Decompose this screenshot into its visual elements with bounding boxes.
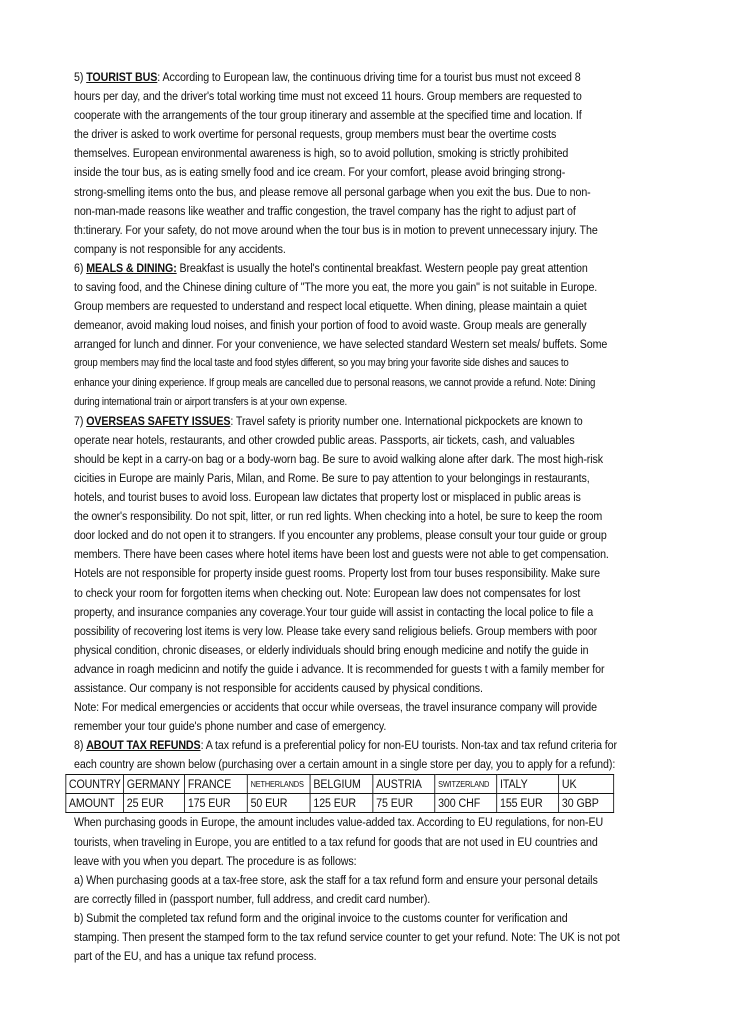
text-line: b) Submit the completed tax refund form and the original invoice to the customs counter for verification and [74,910,568,925]
text-line: are correctly filled in (passport number, full address, and credit card number). [74,891,431,906]
text-run: Breakfast is usually the hotel's continental breakfast. Western people pay great attention [176,260,588,275]
section-heading: OVERSEAS SAFETY ISSUES [86,413,231,428]
text-run: : Travel safety is priority number one. International pickpockets are known to [230,413,583,428]
text-line: operate near hotels, restaurants, and other crowded public areas. Passports, air tickets, cash, and valuables [74,432,575,447]
table-cell: 175 EUR [185,794,248,813]
table-cell: ITALY [497,775,559,794]
text-line: When purchasing goods in Europe, the amount includes value-added tax. According to EU regulations, for non-EU [74,815,604,830]
table-cell: 155 EUR [497,794,559,813]
text-line: company is not responsible for any accidents. [74,241,286,256]
table-row [66,794,614,813]
section-heading: TOURIST BUS [86,70,158,84]
text-line: Hotels are not responsible for property inside guest rooms. Property lost from tour buses responsibility. Make sure [74,566,600,581]
table-cell: UK [559,775,614,794]
table-cell: SWITZERLAND [435,775,497,794]
table-cell: FRANCE [185,775,248,794]
text-line: demeanor, avoid making loud noises, and finish your portion of food to avoid waste. Group meals are generally [74,318,587,333]
text-line [74,259,674,278]
table-cell: BELGIUM [310,775,373,794]
text-line: advance in roagh medicinn and notify the guide i advance. It is recommended for guests t with a family member for [74,661,605,676]
text-line: assistance. Our company is not responsible for accidents caused by physical conditions. [74,681,483,695]
table-cell: NETHERLANDS [248,775,311,794]
text-run: : According to European law, the continuous driving time for a tourist bus must not exceed 8 [157,70,581,84]
table-cell: AMOUNT [66,794,124,813]
text-line: themselves. European environmental awareness is high, so to avoid pollution, smoking is strictly prohibited [74,146,569,161]
table-cell: 300 CHF [435,794,497,813]
text-line: non-man-made reasons like weather and traffic congestion, the travel company has the right to adjust part of [74,203,576,218]
text-line: inside the tour bus, as is eating smelly food and ice cream. For your comfort, please avoid bringing strong- [74,165,566,180]
text-line: enhance your dining experience. If group meals are cancelled due to personal reasons, we cannot provide a refund. Note: Dining [74,376,596,389]
text-line: door locked and do not open it to strangers. If you encounter any problems, please consult your tour guide or group [74,528,607,543]
text-line: Group members are requested to understand and respect local etiquette. When dining, please maintain a quiet [74,299,587,314]
text-line [74,736,674,755]
section-tourist-bus [74,68,674,259]
section-number: 7) [74,413,87,428]
table-cell: 30 GBP [559,794,614,813]
text-line: the driver is asked to work overtime for personal requests, group members must bear the overtime costs [74,127,557,142]
text-line: should be kept in a carry-on bag or a body-worn bag. Be sure to avoid walking alone after dark. The most high-risk [74,451,604,466]
text-line: strong-smelling items onto the bus, and please remove all personal garbage when you exit the bus. Due to non- [74,184,591,199]
section-heading: ABOUT TAX REFUNDS [86,738,201,753]
table-cell: 50 EUR [248,794,311,813]
text-line: to check your room for forgotten items when checking out. Note: European law does not compensates for lost [74,585,581,600]
text-line: hours per day, and the driver's total working time must not exceed 11 hours. Group members are requested to [74,89,582,104]
text-line: a) When purchasing goods at a tax-free store, ask the staff for a tax refund form and ensure your personal details [74,872,598,887]
table-cell: GERMANY [124,775,185,794]
text-line: during international train or airport transfers is at your own expense. [74,395,347,408]
table-cell: 75 EUR [373,794,435,813]
section-heading: MEALS & DINING: [86,260,177,275]
table-row [66,775,614,794]
text-line: remember your tour guide's phone number and case of emergency. [74,719,387,734]
text-line: cicities in Europe are mainly Paris, Milan, and Rome. Be sure to pay attention to your belongings in restaurants, [74,470,590,485]
text-line: Note: For medical emergencies or accidents that occur while overseas, the travel insurance company will provide [74,700,597,715]
text-line: tourists, when traveling in Europe, you are entitled to a tax refund for goods that are not used in EU countries and [74,834,598,849]
table-cell: AUSTRIA [373,775,435,794]
section-number: 6) [74,260,87,275]
table-cell: 125 EUR [310,794,373,813]
text-line: stamping. Then present the stamped form to the tax refund service counter to get your refund. Note: The UK is not pot [74,930,620,945]
text-line: leave with you when you depart. The procedure is as follows: [74,853,357,868]
tax-refund-table [65,774,614,813]
document-page [68,68,674,966]
text-line: hotels, and tourist buses to avoid loss. European law dictates that property lost or misplaced in public areas is [74,490,581,505]
text-line [74,412,674,431]
text-line: possibility of recovering lost items is very low. Please take every sand religious beliefs. Group members with poor [74,623,598,638]
section-number: 5) [74,70,87,84]
section-overseas-safety [74,412,674,737]
section-tax-refunds [74,736,674,774]
section-meals-dining [74,259,674,412]
text-line: part of the EU, and has a unique tax refund process. [74,949,317,964]
text-line: property, and insurance companies any coverage.Your tour guide will assist in contacting the local police to file a [74,604,594,619]
text-line: group members may find the local taste and food styles different, so you may bring your favorite side dishes and sauces to [74,357,569,370]
text-line: physical condition, chronic diseases, or elderly individuals should bring enough medicine and notify the guide in [74,642,589,657]
text-line: the owner's responsibility. Do not spit, litter, or run red lights. When checking into a hotel, be sure to keep the room [74,509,603,524]
text-line: cooperate with the arrangements of the tour group itinerary and assemble at the specified time and location. If [74,108,582,123]
text-line: members. There have been cases where hotel items have been lost and guests were not able to get compensation. [74,547,609,562]
text-line: arranged for lunch and dinner. For your convenience, we have selected standard Western set meals/ buffets. Some [74,337,608,352]
text-line [74,68,674,87]
text-run: : A tax refund is a preferential policy for non-EU tourists. Non-tax and tax refund criteria for [200,738,617,753]
text-line: th:tinerary. For your safety, do not move around when the tour bus is in motion to prevent unnecessary injury. The [74,222,598,237]
table-cell: 25 EUR [124,794,185,813]
table-cell: COUNTRY [66,775,124,794]
section-number: 8) [74,738,87,753]
text-line: each country are shown below (purchasing over a certain amount in a single store per day, you to apply for a refund): [74,757,616,772]
section-refund-procedure [74,813,674,966]
text-line: to saving food, and the Chinese dining culture of "The more you eat, the more you gain" is not suitable in Europe. [74,280,598,295]
